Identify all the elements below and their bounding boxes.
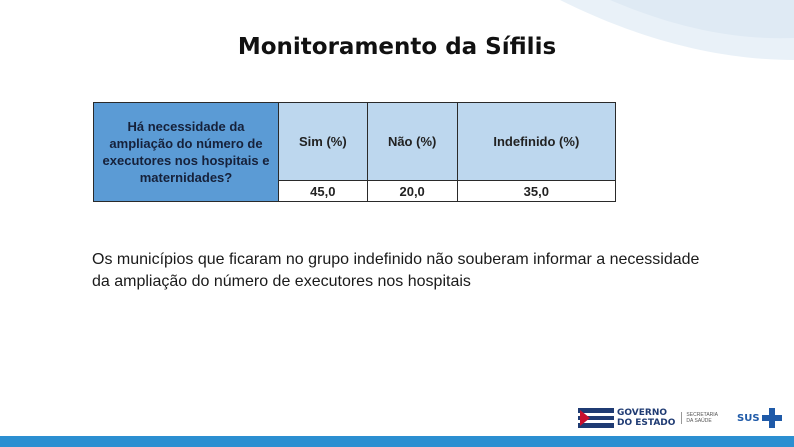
header-indefinido: Indefinido (%) [457,103,615,181]
value-indefinido: 35,0 [457,181,615,202]
value-nao: 20,0 [367,181,457,202]
bahia-flag-icon [578,408,614,428]
governo-text [617,408,675,428]
governo-line-1: GOVERNO [617,408,668,418]
header-sim: Sim (%) [279,103,368,181]
governo-logo [578,406,718,430]
footer-bar [0,436,794,447]
page-title: Monitoramento da Sífilis [237,34,557,60]
secretaria-text [681,412,718,424]
header-nao: Não (%) [367,103,457,181]
sus-cross-icon [762,408,782,428]
secretaria-line-1: SECRETARIA [686,412,719,418]
sus-logo [737,406,782,430]
sus-label: SUS [737,412,760,424]
survey-table [93,102,616,202]
secretaria-line-2: DA SAÚDE [686,418,712,424]
value-sim: 45,0 [279,181,368,202]
body-paragraph: Os municípios que ficaram no grupo indefinido não souberam informar a necessidade da ampliação do número de executores nos hospitais [92,251,700,290]
governo-line-2: DO ESTADO [617,418,676,428]
question-cell: Há necessidade da ampliação do número de executores nos hospitais e maternidades? [94,103,279,202]
